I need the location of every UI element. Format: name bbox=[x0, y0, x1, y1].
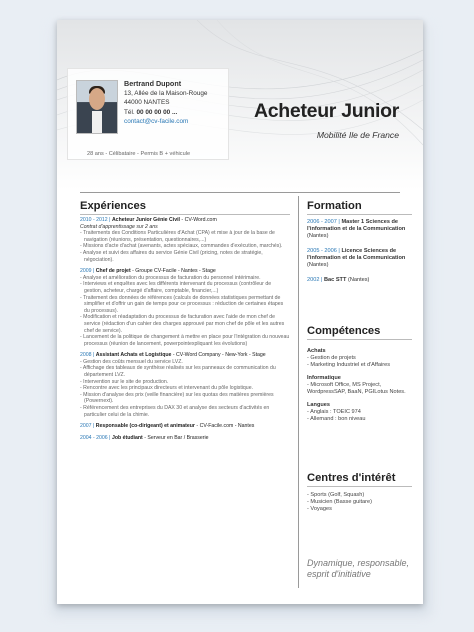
experience-entry bbox=[80, 423, 290, 430]
formation-list bbox=[307, 219, 419, 292]
contact-block bbox=[124, 79, 208, 127]
experience-company: - Serveur en Bar / Brasserie bbox=[142, 434, 209, 441]
competence-item: - Microsoft Office, MS Project, WordpressSAP, BaaN, PGILotus Notes. bbox=[307, 382, 406, 395]
experience-task: - Analyse et amélioration du processus de facturation du personnel intérimaire. bbox=[80, 275, 290, 282]
candidate-name: Bertrand Dupont bbox=[124, 79, 182, 88]
experience-task: - Modification et réadaptation du processus de facturation avec l'aide de mon chef de service (rédaction d'un cahier des charges approuvé par mon chef de pôle et les autres chef de service). bbox=[80, 314, 290, 334]
experience-tasks bbox=[80, 230, 290, 263]
phone: Tél. 00 00 00 00 ... bbox=[124, 108, 178, 116]
formation-entry bbox=[307, 219, 419, 240]
competence-item-text: Anglais : TOEIC 974 bbox=[310, 409, 361, 415]
formation-place: (Nantes) bbox=[347, 277, 370, 283]
email-link[interactable]: contact@cv-facile.com bbox=[124, 118, 189, 126]
competence-item: - Allemand : bon niveau bbox=[307, 416, 366, 422]
experience-task: - Référencement des entreprises du DAX 30 et analyse des secteurs d'activités en particulier celui de la chimie. bbox=[80, 405, 290, 418]
competence-group bbox=[307, 402, 419, 423]
formation-place: (Nantes) bbox=[307, 262, 329, 268]
interest-text: Voyages bbox=[310, 506, 332, 512]
experiences-list bbox=[80, 217, 290, 446]
experience-company: - CV-Facile.com - Nantes bbox=[194, 423, 255, 430]
profile-photo bbox=[76, 80, 118, 134]
competences-heading: Compétences bbox=[307, 325, 381, 337]
experience-entry bbox=[80, 435, 290, 442]
competence-group bbox=[307, 375, 419, 396]
experience-date: 2009 | bbox=[80, 268, 95, 275]
experience-role: Acheteur Junior Génie Civil bbox=[111, 217, 180, 223]
experience-heading bbox=[80, 352, 290, 359]
experience-task: - Mission d'analyse des prix (veille financière) sur les quotas des matières premières (Powernext). bbox=[80, 392, 290, 405]
competence-item: - Gestion de projets bbox=[307, 355, 356, 361]
formation-date: 2002 | bbox=[307, 277, 323, 283]
interest-item: - Sports (Golf, Squash) bbox=[307, 492, 365, 498]
formation-title: Bac STT bbox=[324, 277, 347, 283]
experience-entry bbox=[80, 217, 290, 263]
experience-contract: Contrat d'apprentissage sur 2 ans bbox=[80, 223, 158, 230]
experience-company: - CV-Word.com bbox=[179, 217, 217, 223]
experience-task: - Traitements des Conditions Particulières d'Achat (CPA) et mise à jour de la base de navigation (réunions, présentation, questionnaires,...) bbox=[80, 230, 290, 243]
competence-item: - Anglais : TOEIC 974 bbox=[307, 409, 361, 415]
job-subtitle: Mobilité Ile de France bbox=[316, 130, 399, 140]
experience-date: 2007 | bbox=[80, 423, 95, 430]
formation-entry bbox=[307, 277, 419, 284]
interest-text: Musicien (Basse guitare) bbox=[310, 499, 372, 505]
experience-entry bbox=[80, 268, 290, 347]
experience-task: - Gestion des coûts mensuel du service LVZ. bbox=[80, 359, 290, 366]
cv-page bbox=[57, 20, 423, 604]
competences-list bbox=[307, 345, 419, 429]
experiences-heading: Expériences bbox=[80, 200, 146, 212]
experience-task: - Missions d'acte d'achat (avenants, actes spéciaux, commandes d'exécution, marchés). bbox=[80, 243, 290, 250]
interets-list bbox=[307, 492, 419, 513]
experience-role: Chef de projet bbox=[95, 268, 131, 275]
experience-task: - Affichage des tableaux de synthèse réalisés sur les panneaux de communication du département LVZ. bbox=[80, 365, 290, 378]
experience-role: Assistant Achats et Logistique bbox=[95, 352, 172, 359]
experience-entry bbox=[80, 352, 290, 418]
experience-task: - Intervention sur le site de production. bbox=[80, 379, 290, 386]
competence-item-text: Gestion de projets bbox=[310, 355, 356, 361]
experience-tasks bbox=[80, 359, 290, 418]
top-rule bbox=[80, 192, 400, 193]
formation-place: (Nantes) bbox=[307, 233, 329, 239]
interest-text: Sports (Golf, Squash) bbox=[310, 492, 365, 498]
experience-heading bbox=[80, 435, 290, 442]
experience-task: - Analyse et suivi des affaires du service Génie Civil (pricing, notes de stratégie, négociation). bbox=[80, 250, 290, 263]
experience-task: - Traitement des données de références (calculs de données statistiques permettant de simplifier et d'offrir un gain de temps pour ce processus : réduction de certaines étapes du processus). bbox=[80, 295, 290, 315]
interest-item: - Voyages bbox=[307, 506, 332, 512]
experience-company: - Groupe CV-Facile - Nantes - Stage bbox=[130, 268, 216, 275]
interest-item: - Musicien (Basse guitare) bbox=[307, 499, 372, 505]
experience-heading bbox=[80, 423, 290, 430]
tagline: Dynamique, responsable, esprit d'initiative bbox=[307, 558, 410, 579]
address: 13, Allée de la Maison-Rouge bbox=[124, 89, 208, 97]
formation-title: Master 1 Sciences de l'information et de la Communication bbox=[307, 219, 406, 232]
experience-heading bbox=[80, 217, 290, 224]
experience-date: 2008 | bbox=[80, 352, 95, 359]
formation-date: 2006 - 2007 | bbox=[307, 219, 340, 225]
experience-role: Job étudiant bbox=[111, 434, 143, 441]
competence-item-text: Microsoft Office, MS Project, WordpressSAP, BaaN, PGILotus Notes. bbox=[307, 382, 406, 395]
competence-category: Informatique bbox=[307, 375, 341, 381]
competence-category: Langues bbox=[307, 402, 331, 408]
formation-entry bbox=[307, 248, 419, 269]
competence-item: - Marketing Industriel et d'Affaires bbox=[307, 362, 391, 368]
interets-rule bbox=[307, 486, 412, 487]
experience-task: - Lancement de la politique de changement à mettre en place pour l'intégration du nouveau processus (réunion de lancement, powerpointexpliquant les évolutions) bbox=[80, 334, 290, 347]
competence-category: Achats bbox=[307, 348, 326, 354]
experience-tasks bbox=[80, 275, 290, 348]
formation-title: Licence Sciences de l'information et de la Communication bbox=[307, 248, 406, 261]
experience-task: - Interviews et enquêtes avec les différents intervenant du processus (contrôleur de gestion, acheteur, chargé d'affaire, comptable, financier,...) bbox=[80, 281, 290, 294]
experiences-rule bbox=[80, 214, 290, 215]
experience-date: 2010 - 2012 | bbox=[80, 217, 111, 223]
city: 44000 NANTES bbox=[124, 99, 170, 107]
experience-task: - Rencontre avec les principaux directeurs et intervenant du pôle logistique. bbox=[80, 385, 290, 392]
experience-role: Responsable (co-dirigeant) et animateur bbox=[95, 423, 195, 430]
competence-item-text: Marketing Industriel et d'Affaires bbox=[310, 362, 391, 368]
competence-group bbox=[307, 348, 419, 369]
column-divider bbox=[298, 196, 299, 588]
experience-heading bbox=[80, 268, 290, 275]
interets-heading: Centres d'intérêt bbox=[307, 472, 396, 484]
competence-item-text: Allemand : bon niveau bbox=[310, 416, 366, 422]
experience-date: 2004 - 2006 | bbox=[80, 434, 111, 441]
experience-company: - CV-Word Company - New-York - Stage bbox=[171, 352, 266, 359]
job-title: Acheteur Junior bbox=[253, 100, 399, 122]
formation-heading: Formation bbox=[307, 200, 362, 212]
formation-rule bbox=[307, 214, 412, 215]
competences-rule bbox=[307, 339, 412, 340]
formation-date: 2005 - 2006 | bbox=[307, 248, 340, 254]
identity-card bbox=[67, 68, 229, 160]
personal-infos: 28 ans - Célibataire - Permis B + véhicule bbox=[87, 151, 191, 157]
